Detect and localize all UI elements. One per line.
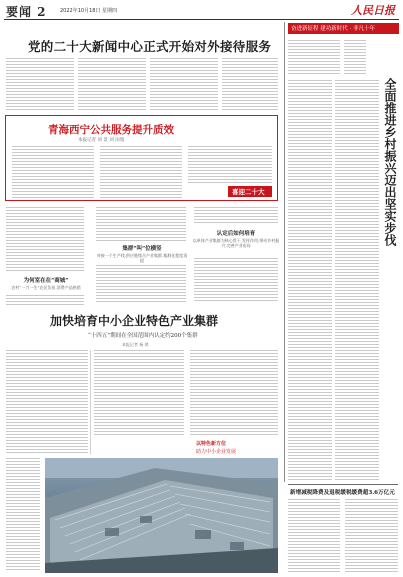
newspaper-logo: 人民日报: [351, 4, 395, 17]
middle-body-col-3b: [194, 258, 278, 303]
middle-body-col-1: [6, 207, 84, 271]
lead-body-col-2: [78, 58, 146, 112]
masthead-rule: [4, 19, 399, 20]
middle-body-col-1b: [6, 295, 84, 307]
section-label: 要闻 2: [6, 5, 47, 19]
masthead: [0, 0, 403, 18]
center-divider: [90, 350, 91, 454]
bottom-right-col-1: [288, 499, 340, 573]
right-subhead-subtitle: 以单体产业集群为核心骨干,发挥作用,带动乡村振兴,完善产业布局: [192, 238, 280, 248]
side-banner: [288, 23, 399, 34]
feature-byline: 本报记者 刘 景 刘 雨瑞: [78, 138, 125, 143]
cluster-body-col-3: [190, 350, 278, 436]
aerial-photo: [45, 458, 278, 573]
mid-subhead: [96, 244, 188, 263]
photo-tag-line2: 助力中小企业发展: [196, 449, 237, 455]
lead-body-col-4: [222, 58, 278, 112]
side-body-col-1: [288, 80, 332, 480]
bottom-right-col-2: [345, 499, 398, 573]
middle-body-col-3: [194, 207, 278, 225]
cluster-headline: 加快培育中小企业特色产业集群: [50, 314, 219, 328]
mid-subhead-title: 集群“叫”位横竖: [122, 246, 162, 252]
feature-badge: [228, 186, 272, 197]
right-subhead-title: 认定后如何培育: [216, 231, 256, 237]
side-body-top-1: [288, 40, 340, 74]
right-subhead: [192, 229, 280, 248]
cluster-subtitle: “十四五”期间在全国范围内认定约200个集群: [88, 333, 198, 339]
cluster-body-col-2: [94, 350, 184, 436]
lead-body-col-1: [6, 58, 74, 112]
middle-body-col-2: [96, 207, 186, 241]
feature-box: [5, 115, 278, 201]
side-divider: [284, 22, 285, 482]
lead-body-col-3: [150, 58, 218, 112]
photo-side-text: [6, 458, 40, 570]
side-article-title: 全面推进乡村振兴迈出坚实步伐: [383, 78, 397, 246]
left-subhead-title: 为何室在在“商城”: [23, 278, 69, 284]
left-subhead-subtitle: 农村“一刀一生”农民负担,消费产品热销: [11, 285, 81, 290]
cluster-byline: 本报记者 杨 鸿: [122, 342, 149, 347]
mid-subhead-subtitle: 对接一个生产线,供应链缘合产业集群,集群化程度再提: [96, 253, 188, 263]
feature-body-col-2: [100, 146, 182, 198]
feature-title: 青海西宁公共服务提升质效: [48, 124, 174, 136]
side-body-col-2: [335, 80, 379, 480]
feature-body-col-3: [188, 146, 272, 184]
photo-tag-line1: 以特色新方位: [196, 441, 227, 447]
bottom-right-rule: [288, 484, 398, 485]
lead-headline: 党的二十大新闻中心正式开始对外接待服务: [28, 39, 272, 54]
feature-badge-text: 喜迎二十大: [232, 188, 265, 196]
left-subhead: [6, 276, 86, 290]
feature-body-col-1: [12, 146, 94, 198]
middle-body-col-2b: [96, 265, 186, 303]
side-banner-text: 奋进新征程 建功新时代 · 非凡十年: [291, 26, 375, 32]
side-body-top-2: [344, 40, 366, 74]
bottom-right-title: 新增减税降费及退税缓税缓费超3.6万亿元: [290, 490, 395, 496]
cluster-body-col-1: [6, 350, 88, 454]
photo-tag: [196, 440, 274, 455]
issue-date: 2022年10月18日 星期四: [60, 8, 118, 14]
